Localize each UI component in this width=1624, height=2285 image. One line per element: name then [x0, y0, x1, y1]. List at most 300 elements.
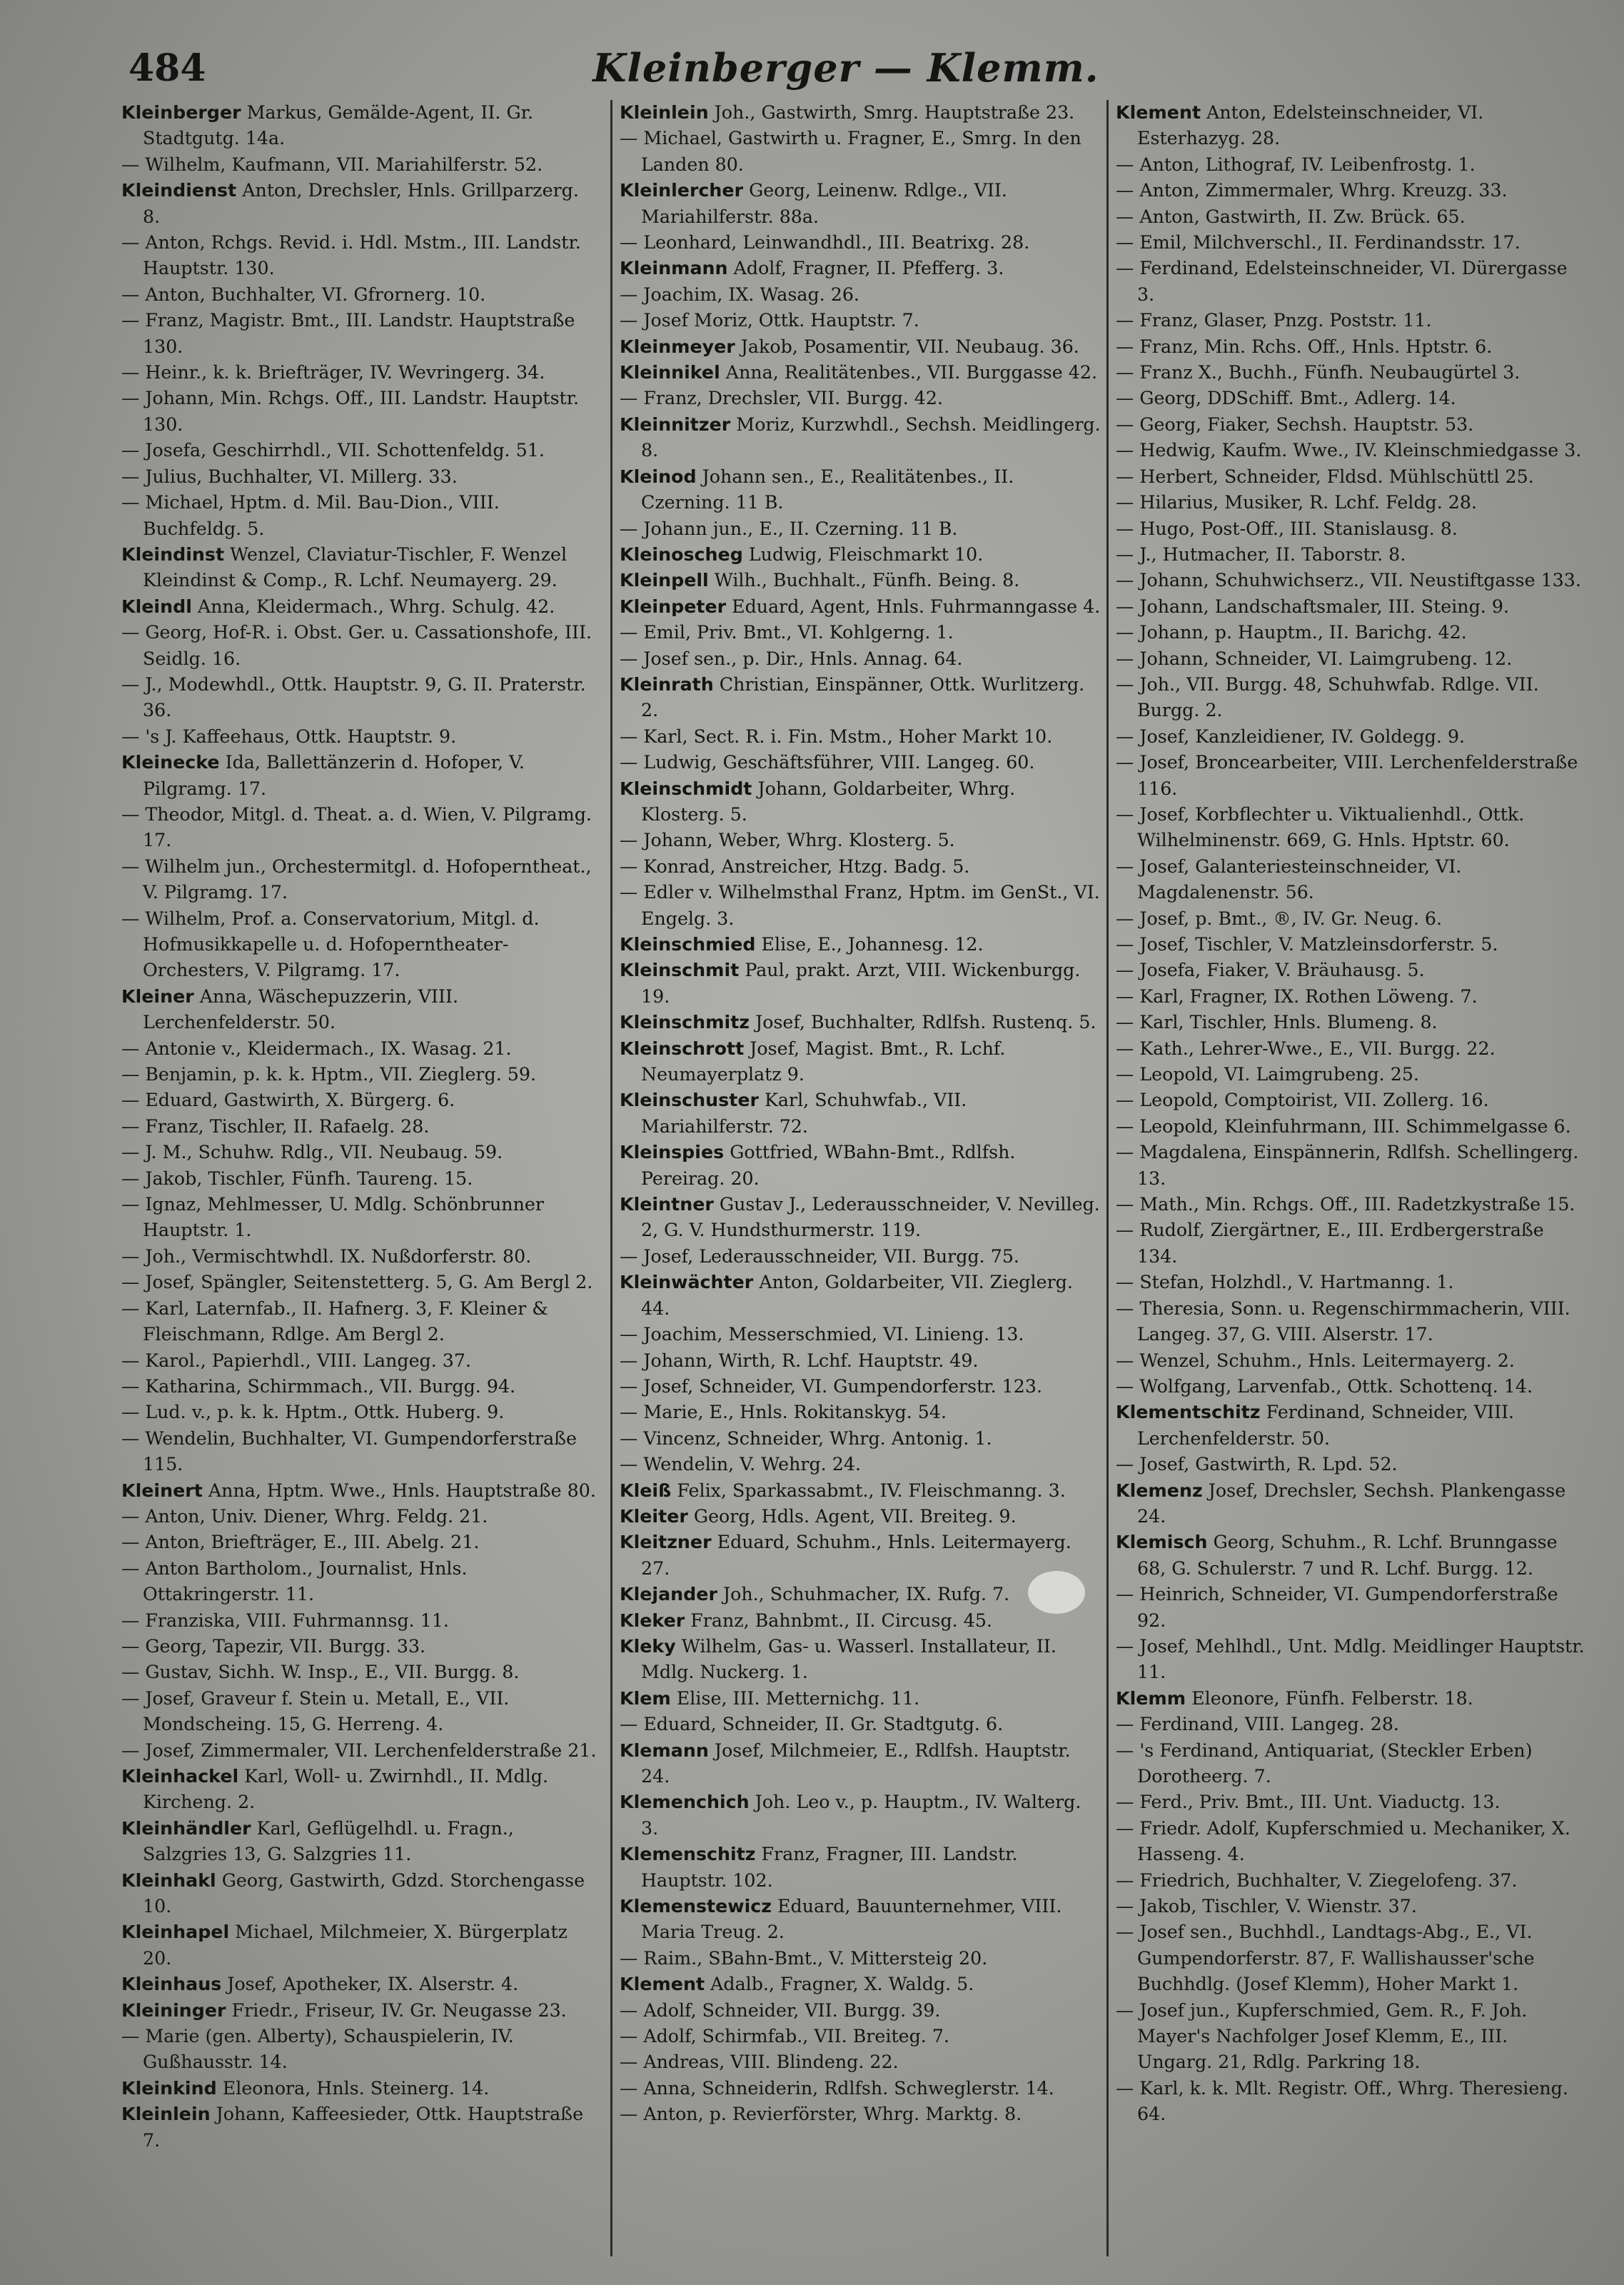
- directory-entry: [620, 2049, 1101, 2075]
- entry-text: — Katharina, Schirmmach., VII. Burgg. 94.: [121, 1375, 516, 1397]
- entry-text: — Andreas, VIII. Blindeng. 22.: [620, 2052, 899, 2073]
- entry-text: — Joh., VII. Burgg. 48, Schuhwfab. Rdlge. VII. Burgg. 2.: [1116, 673, 1539, 721]
- entry-text: — Heinr., k. k. Briefträger, IV. Wevringerg. 34.: [121, 362, 545, 383]
- directory-entry: [1116, 1036, 1587, 1062]
- entry-surname: Klemann: [620, 1739, 709, 1761]
- entry-text: — Johann, Schneider, VI. Laimgrubeng. 12.: [1116, 648, 1513, 669]
- entry-text: Eduard, Bauunternehmer, VIII. Maria Treug. 2.: [641, 1896, 1062, 1943]
- entry-text: — Josef, Korbflechter u. Viktualienhdl., Ottk. Wilhelminenstr. 669, G. Hnls. Hptstr. 60.: [1116, 803, 1525, 851]
- entry-surname: Kleinod: [620, 466, 697, 487]
- entry-text: Josef, Magist. Bmt., R. Lchf. Neumayerplatz 9.: [641, 1038, 1006, 1085]
- directory-entry: [121, 178, 600, 230]
- directory-entry: [121, 1972, 600, 1997]
- entry-text: Moriz, Kurzwhdl., Sechsh. Meidlingerg. 8.: [641, 413, 1101, 461]
- entry-text: Eleonore, Fünfh. Felberstr. 18.: [1186, 1687, 1473, 1709]
- directory-entry: [1116, 1452, 1587, 1477]
- entry-text: — Anton, p. Revierförster, Whrg. Marktg. 8.: [620, 2104, 1022, 2125]
- directory-entry: [1116, 1348, 1587, 1374]
- entry-text: — Josef sen., p. Dir., Hnls. Annag. 64.: [620, 648, 963, 669]
- directory-entry: [1116, 1712, 1587, 1737]
- entry-text: — Franz, Tischler, II. Rafaelg. 28.: [121, 1115, 430, 1137]
- entry-text: — Franz, Min. Rchs. Off., Hnls. Hptstr. 6.: [1116, 336, 1493, 357]
- entry-text: — Karl, Tischler, Hnls. Blumeng. 8.: [1116, 1012, 1438, 1033]
- directory-entry: [620, 1530, 1101, 1582]
- directory-entry: [620, 1088, 1101, 1140]
- directory-entry: [121, 906, 600, 984]
- directory-entry: [620, 516, 1101, 542]
- entry-text: — Ignaz, Mehlmesser, U. Mdlg. Schönbrunner Hauptstr. 1.: [121, 1194, 544, 1241]
- entry-text: — Eduard, Gastwirth, X. Bürgerg. 6.: [121, 1090, 455, 1111]
- entry-text: Friedr., Friseur, IV. Gr. Neugasse 23.: [226, 1999, 567, 2021]
- page-number: 484: [128, 46, 206, 90]
- entry-text: — Josef Moriz, Ottk. Hauptstr. 7.: [620, 310, 919, 331]
- entry-surname: Kleky: [620, 1635, 676, 1657]
- directory-entry: [620, 256, 1101, 281]
- entry-surname: Kleiter: [620, 1505, 688, 1527]
- entry-text: Franz, Fragner, III. Landstr. Hauptstr. 102.: [641, 1844, 1018, 1891]
- entry-text: — Johann, Min. Rchgs. Off., III. Landstr. Hauptstr. 130.: [121, 388, 580, 435]
- entry-surname: Kleinhändler: [121, 1817, 251, 1839]
- directory-entry: [1116, 1217, 1587, 1270]
- directory-entry: [1116, 984, 1587, 1010]
- running-title: Kleinberger — Klemm.: [592, 45, 1099, 91]
- entry-text: — Anna, Schneiderin, Rdlfsh. Schweglerstr. 14.: [620, 2077, 1054, 2099]
- entry-text: — Johann, p. Hauptm., II. Barichg. 42.: [1116, 622, 1467, 643]
- directory-entry: [1116, 802, 1587, 854]
- entry-surname: Kleinschrott: [620, 1038, 745, 1059]
- entry-text: Paul, prakt. Arzt, VIII. Wickenburgg. 19.: [641, 960, 1081, 1007]
- entry-text: Ferdinand, Schneider, VIII. Lerchenfelderstr. 50.: [1137, 1402, 1515, 1449]
- entry-text: — Josef, p. Bmt., ®, IV. Gr. Neug. 6.: [1116, 908, 1443, 929]
- entry-text: Joh., Schuhmacher, IX. Rufg. 7.: [717, 1584, 1010, 1605]
- directory-entry: [1116, 1634, 1587, 1686]
- entry-surname: Kleindl: [121, 596, 192, 617]
- directory-entry: [1116, 308, 1587, 333]
- directory-entry: [1116, 1088, 1587, 1113]
- entry-surname: Kleinspies: [620, 1142, 725, 1163]
- entry-text: Georg, Leinenw. Rdlge., VII. Mariahilferstr. 88a.: [641, 180, 1007, 227]
- entry-text: — Wilhelm, Prof. a. Conservatorium, Mitgl. d. Hofmusikkapelle u. d. Hofoperntheater-Orchesters, V. Pilgramg. 17.: [121, 908, 540, 981]
- directory-entry: [121, 1556, 600, 1608]
- entry-text: — Antonie v., Kleidermach., IX. Wasag. 21.: [121, 1038, 512, 1059]
- directory-entry: [620, 360, 1101, 386]
- directory-entry: [121, 1634, 600, 1659]
- entry-text: — Karol., Papierhdl., VIII. Langeg. 37.: [121, 1350, 472, 1371]
- entry-text: Karl, Schuhwfab., VII. Mariahilferstr. 72.: [641, 1090, 967, 1137]
- entry-text: Gustav J., Lederausschneider, V. Nevilleg. 2, G. V. Hundsthurmerstr. 119.: [641, 1194, 1100, 1241]
- directory-entry: [1116, 464, 1587, 490]
- directory-entry: [121, 386, 600, 438]
- directory-entry: [1116, 178, 1587, 204]
- directory-entry: [121, 100, 600, 152]
- directory-entry: [1116, 1582, 1587, 1634]
- entry-text: — Anton, Gastwirth, II. Zw. Brück. 65.: [1116, 206, 1466, 227]
- entry-text: Karl, Geflügelhdl. u. Fragn., Salzgries 13, G. Salzgries 11.: [143, 1817, 514, 1865]
- entry-text: Joh. Leo v., p. Hauptm., IV. Walterg. 3.: [641, 1792, 1081, 1839]
- entry-text: — Josef, Spängler, Seitenstetterg. 5, G. Am Bergl 2.: [121, 1272, 593, 1293]
- entry-surname: Kleinnitzer: [620, 413, 731, 435]
- entry-text: — Lud. v., p. k. k. Hptm., Ottk. Huberg. 9.: [121, 1402, 505, 1423]
- directory-entry: [620, 282, 1101, 308]
- entry-text: Anna, Wäschepuzzerin, VIII. Lerchenfelderstr. 50.: [143, 985, 459, 1033]
- directory-entry: [620, 412, 1101, 464]
- entry-text: — Marie, E., Hnls. Rokitanskyg. 54.: [620, 1402, 947, 1423]
- directory-entry: [1116, 1894, 1587, 1919]
- entry-surname: Kleker: [620, 1609, 685, 1631]
- directory-entry: [1116, 1868, 1587, 1894]
- directory-entry: [1116, 204, 1587, 230]
- entry-text: — Josef, Schneider, VI. Gumpendorferstr. 123.: [620, 1375, 1043, 1397]
- entry-text: — Benjamin, p. k. k. Hptm., VII. Zieglerg. 59.: [121, 1064, 537, 1085]
- entry-text: — Leonhard, Leinwandhdl., III. Beatrixg. 28.: [620, 232, 1030, 253]
- directory-entry: [1116, 1140, 1587, 1192]
- directory-entry: [1116, 568, 1587, 593]
- directory-entry: [620, 334, 1101, 360]
- directory-entry: [121, 1686, 600, 1738]
- entry-text: — Wendelin, V. Wehrg. 24.: [620, 1454, 861, 1475]
- directory-entry: [121, 2076, 600, 2101]
- entry-text: — Karl, k. k. Mlt. Registr. Off., Whrg. Theresieng. 64.: [1116, 2077, 1568, 2125]
- directory-entry: [620, 776, 1101, 828]
- directory-entry: [1116, 1789, 1587, 1815]
- entry-text: — Josef, Tischler, V. Matzleinsdorferstr. 5.: [1116, 934, 1498, 955]
- entry-text: — Anton, Lithograf, IV. Leibenfrostg. 1.: [1116, 154, 1476, 175]
- entry-text: — Georg, DDSchiff. Bmt., Adlerg. 14.: [1116, 388, 1456, 409]
- directory-entry: [121, 750, 600, 802]
- directory-entry: [1116, 620, 1587, 646]
- directory-entry: [620, 620, 1101, 646]
- directory-entry: [620, 1400, 1101, 1425]
- directory-entry: [620, 1140, 1101, 1192]
- entry-text: — 's Ferdinand, Antiquariat, (Steckler Erben) Dorotheerg. 7.: [1116, 1739, 1533, 1787]
- directory-entry: [1116, 750, 1587, 802]
- entry-text: — Theodor, Mitgl. d. Theat. a. d. Wien, V. Pilgramg. 17.: [121, 803, 592, 851]
- entry-surname: Klemenstewicz: [620, 1896, 772, 1917]
- entry-surname: Kleinhapel: [121, 1922, 230, 1943]
- directory-entry: [1116, 516, 1587, 542]
- directory-entry: [1116, 594, 1587, 620]
- entry-surname: Kleitzner: [620, 1532, 712, 1553]
- entry-text: — Marie (gen. Alberty), Schauspielerin, IV. Gußhausstr. 14.: [121, 2026, 514, 2073]
- entry-text: — J. M., Schuhw. Rdlg., VII. Neubaug. 59.: [121, 1142, 503, 1163]
- entry-text: Anna, Hptm. Wwe., Hnls. Hauptstraße 80.: [202, 1480, 596, 1501]
- entry-text: Elise, E., Johannesg. 12.: [755, 934, 984, 955]
- entry-text: — Karl, Fragner, IX. Rothen Löweng. 7.: [1116, 985, 1478, 1007]
- entry-surname: Kleinnikel: [620, 362, 720, 383]
- entry-surname: Klemenchich: [620, 1792, 750, 1813]
- entry-surname: Kleinkind: [121, 2077, 217, 2099]
- directory-entry: [1116, 854, 1587, 906]
- entry-text: — Josef, Galanteriesteinschneider, VI. Magdalenenstr. 56.: [1116, 855, 1462, 903]
- entry-text: Georg, Gastwirth, Gdzd. Storchengasse 10.: [143, 1869, 585, 1917]
- directory-entry: [620, 1842, 1101, 1894]
- entry-text: — Josef sen., Buchhdl., Landtags-Abg., E., VI. Gumpendorferstr. 87, F. Wallishausser'sche Buchhdlg. (Josef Klemm), Hoher Markt 1.: [1116, 1922, 1535, 1995]
- entry-text: — Anton, Univ. Diener, Whrg. Feldg. 21.: [121, 1505, 488, 1527]
- entry-text: — Friedr. Adolf, Kupferschmied u. Mechaniker, X. Hasseng. 4.: [1116, 1817, 1570, 1865]
- directory-entry: [620, 646, 1101, 672]
- entry-surname: Klemisch: [1116, 1532, 1208, 1553]
- directory-entry: [1116, 1816, 1587, 1868]
- directory-entry: [121, 1426, 600, 1478]
- entry-surname: Klejander: [620, 1584, 717, 1605]
- directory-entry: [620, 542, 1101, 568]
- entry-text: Wilh., Buchhalt., Fünfh. Being. 8.: [708, 570, 1020, 591]
- entry-surname: Klement: [620, 1974, 705, 1995]
- entry-text: Jakob, Posamentir, VII. Neubaug. 36.: [735, 336, 1079, 357]
- entry-text: — Herbert, Schneider, Fldsd. Mühlschüttl 25.: [1116, 466, 1534, 487]
- entry-text: — Joachim, IX. Wasag. 26.: [620, 283, 859, 305]
- directory-entry: [620, 854, 1101, 880]
- entry-surname: Kleinlein: [121, 2104, 211, 2125]
- entry-text: Karl, Woll- u. Zwirnhdl., II. Mdlg. Kircheng. 2.: [143, 1766, 549, 1813]
- entry-text: Felix, Sparkassabmt., IV. Fleischmanng. 3.: [671, 1480, 1066, 1501]
- entry-text: — Leopold, VI. Laimgrubeng. 25.: [1116, 1064, 1419, 1085]
- entry-text: — Georg, Tapezir, VII. Burgg. 33.: [121, 1635, 426, 1657]
- entry-text: Johann sen., E., Realitätenbes., II. Czerning. 11 B.: [641, 466, 1014, 513]
- entry-text: — Karl, Laternfab., II. Hafnerg. 3, F. Kleiner & Fleischmann, Rdlge. Am Bergl 2.: [121, 1297, 548, 1345]
- directory-entry: [620, 230, 1101, 256]
- directory-entry: [620, 1946, 1101, 1972]
- directory-entry: [121, 1192, 600, 1244]
- entry-text: — Michael, Gastwirth u. Fragner, E., Smrg. In den Landen 80.: [620, 128, 1081, 175]
- directory-entry: [1116, 1270, 1587, 1295]
- directory-entry: [1116, 906, 1587, 932]
- entry-surname: Kleinert: [121, 1480, 203, 1501]
- entry-text: Ida, Ballettänzerin d. Hofoper, V. Pilgramg. 17.: [143, 752, 525, 799]
- entry-text: Wenzel, Claviatur-Tischler, F. Wenzel Kleindinst & Comp., R. Lchf. Neumayerg. 29.: [143, 543, 568, 591]
- directory-entry: [121, 1296, 600, 1348]
- directory-entry: [620, 1036, 1101, 1088]
- entry-text: — J., Modewhdl., Ottk. Hauptstr. 9, G. II. Praterstr. 36.: [121, 673, 586, 721]
- entry-text: Adalb., Fragner, X. Waldg. 5.: [705, 1974, 974, 1995]
- directory-entry: [1116, 672, 1587, 724]
- paper-stain: [1028, 1571, 1085, 1614]
- directory-entry: [620, 1789, 1101, 1842]
- directory-entry: [620, 1894, 1101, 1946]
- entry-text: — Joachim, Messerschmied, VI. Linieng. 13.: [620, 1324, 1024, 1345]
- directory-entry: [1116, 412, 1587, 438]
- entry-text: — Heinrich, Schneider, VI. Gumpendorferstraße 92.: [1116, 1584, 1558, 1631]
- entry-text: — J., Hutmacher, II. Taborstr. 8.: [1116, 543, 1406, 565]
- entry-surname: Kleinlercher: [620, 180, 744, 201]
- directory-entry: [1116, 1738, 1587, 1790]
- entry-text: Eduard, Schuhm., Hnls. Leitermayerg. 27.: [641, 1532, 1071, 1579]
- directory-entry: [1116, 646, 1587, 672]
- entry-surname: Kleinberger: [121, 102, 241, 123]
- directory-entry: [1116, 334, 1587, 360]
- directory-entry: [121, 230, 600, 282]
- entry-text: — Josef, Mehlhdl., Unt. Mdlg. Meidlinger Hauptstr. 11.: [1116, 1635, 1585, 1683]
- entry-text: — Johann, Landschaftsmaler, III. Steing. 9.: [1116, 596, 1509, 617]
- entry-surname: Kleinschmidt: [620, 778, 752, 799]
- directory-entry: [121, 152, 600, 178]
- entry-text: — Wilhelm, Kaufmann, VII. Mariahilferstr. 52.: [121, 154, 543, 175]
- entry-text: Josef, Milchmeier, E., Rdlfsh. Hauptstr. 24.: [641, 1739, 1071, 1787]
- directory-entry: [620, 1738, 1101, 1790]
- entry-text: — Leopold, Kleinfuhrmann, III. Schimmelgasse 6.: [1116, 1115, 1571, 1137]
- entry-text: Anna, Kleidermach., Whrg. Schulg. 42.: [191, 596, 555, 617]
- directory-entry: [620, 2101, 1101, 2127]
- entry-text: — Rudolf, Ziergärtner, E., III. Erdbergerstraße 134.: [1116, 1220, 1544, 1267]
- directory-entry: [1116, 2076, 1587, 2128]
- directory-entry: [620, 100, 1101, 126]
- directory-entry: [620, 178, 1101, 230]
- entry-text: Anton, Drechsler, Hnls. Grillparzerg. 8.: [143, 180, 579, 227]
- entry-surname: Kleininger: [121, 1999, 226, 2021]
- entry-text: — Hedwig, Kaufm. Wwe., IV. Kleinschmiedgasse 3.: [1116, 440, 1582, 461]
- directory-entry: [1116, 958, 1587, 983]
- directory-entry: [620, 932, 1101, 958]
- directory-entry: [1116, 1530, 1587, 1582]
- entry-text: — 's J. Kaffeehaus, Ottk. Hauptstr. 9.: [121, 725, 457, 747]
- entry-text: — Emil, Milchverschl., II. Ferdinandsstr. 17.: [1116, 232, 1520, 253]
- directory-entry: [121, 490, 600, 542]
- entry-text: — Adolf, Schirmfab., VII. Breiteg. 7.: [620, 2026, 950, 2047]
- entry-text: Josef, Drechsler, Sechsh. Plankengasse 24.: [1137, 1480, 1566, 1527]
- directory-columns: [121, 100, 1585, 2256]
- entry-surname: Kleintner: [620, 1194, 714, 1215]
- directory-entry: [121, 1114, 600, 1140]
- directory-entry: [121, 1504, 600, 1530]
- directory-entry: [1116, 386, 1587, 411]
- entry-text: — Adolf, Schneider, VII. Burgg. 39.: [620, 1999, 941, 2021]
- entry-surname: Kleinlein: [620, 102, 709, 123]
- column-2: [610, 100, 1101, 2256]
- directory-entry: [121, 594, 600, 620]
- directory-entry: [121, 2101, 600, 2154]
- directory-entry: [620, 1322, 1101, 1347]
- directory-entry: [620, 568, 1101, 593]
- directory-entry: [620, 1192, 1101, 1244]
- entry-surname: Klemenschitz: [620, 1844, 756, 1865]
- directory-entry: [620, 386, 1101, 411]
- directory-entry: [121, 854, 600, 906]
- directory-entry: [121, 1478, 600, 1504]
- directory-entry: [121, 1036, 600, 1062]
- entry-text: — Anton, Briefträger, E., III. Abelg. 21.: [121, 1532, 480, 1553]
- entry-surname: Kleinhakl: [121, 1869, 216, 1891]
- directory-entry: [121, 308, 600, 360]
- directory-entry: [1116, 542, 1587, 568]
- entry-text: — Franz, Drechsler, VII. Burgg. 42.: [620, 388, 944, 409]
- entry-text: Ludwig, Fleischmarkt 10.: [742, 543, 984, 565]
- directory-entry: [121, 1270, 600, 1295]
- directory-entry: [620, 1998, 1101, 2024]
- entry-surname: Klemenz: [1116, 1480, 1203, 1501]
- directory-entry: [121, 1400, 600, 1425]
- directory-entry: [121, 1244, 600, 1270]
- entry-text: — Georg, Fiaker, Sechsh. Hauptstr. 53.: [1116, 413, 1474, 435]
- directory-entry: [1116, 1686, 1587, 1712]
- entry-surname: Kleindinst: [121, 543, 225, 565]
- entry-text: — Math., Min. Rchgs. Off., III. Radetzkystraße 15.: [1116, 1194, 1575, 1215]
- entry-text: Josef, Buchhalter, Rdlfsh. Rustenq. 5.: [750, 1012, 1096, 1033]
- entry-text: — Anton, Buchhalter, VI. Gfrornerg. 10.: [121, 283, 486, 305]
- entry-text: Georg, Hdls. Agent, VII. Breiteg. 9.: [687, 1505, 1017, 1527]
- entry-text: — Ferd., Priv. Bmt., III. Unt. Viaductg. 13.: [1116, 1792, 1501, 1813]
- directory-entry: [1116, 100, 1587, 152]
- directory-entry: [121, 1374, 600, 1400]
- entry-text: — Anton Bartholom., Journalist, Hnls. Ottakringerstr. 11.: [121, 1557, 468, 1605]
- entry-surname: Kleinmeyer: [620, 336, 735, 357]
- entry-text: Joh., Gastwirth, Smrg. Hauptstraße 23.: [708, 102, 1075, 123]
- directory-entry: [620, 1478, 1101, 1504]
- entry-surname: Klementschitz: [1116, 1402, 1261, 1423]
- entry-text: — Wendelin, Buchhalter, VI. Gumpendorferstraße 115.: [121, 1427, 578, 1475]
- directory-entry: [1116, 230, 1587, 256]
- column-1: [121, 100, 600, 2256]
- entry-text: — Emil, Priv. Bmt., VI. Kohlgerng. 1.: [620, 622, 954, 643]
- directory-entry: [620, 1634, 1101, 1686]
- directory-entry: [1116, 490, 1587, 516]
- entry-text: — Josefa, Fiaker, V. Bräuhausg. 5.: [1116, 960, 1425, 981]
- entry-text: — Georg, Hof-R. i. Obst. Ger. u. Cassationshofe, III. Seidlg. 16.: [121, 622, 592, 669]
- entry-surname: Kleinrath: [620, 673, 714, 695]
- directory-entry: [1116, 1998, 1587, 2076]
- entry-text: Eleonora, Hnls. Steinerg. 14.: [216, 2077, 490, 2099]
- entry-text: — Josef jun., Kupferschmied, Gem. R., F. Joh. Mayer's Nachfolger Josef Klemm, E., III. Ungarg. 21, Rdlg. Parkring 18.: [1116, 1999, 1528, 2073]
- entry-text: Wilhelm, Gas- u. Wasserl. Installateur, II. Mdlg. Nuckerg. 1.: [641, 1635, 1056, 1683]
- entry-surname: Kleiner: [121, 985, 194, 1007]
- entry-text: — Wenzel, Schuhm., Hnls. Leitermayerg. 2.: [1116, 1350, 1515, 1371]
- directory-entry: [1116, 256, 1587, 308]
- directory-entry: [620, 2076, 1101, 2101]
- directory-entry: [121, 724, 600, 750]
- entry-text: Johann, Goldarbeiter, Whrg. Klosterg. 5.: [641, 778, 1016, 825]
- entry-text: — Hugo, Post-Off., III. Stanislausg. 8.: [1116, 518, 1458, 539]
- directory-entry: [620, 1270, 1101, 1322]
- entry-text: — Eduard, Schneider, II. Gr. Stadtgutg. 6.: [620, 1714, 1004, 1735]
- entry-text: Josef, Apotheker, IX. Alserstr. 4.: [221, 1974, 519, 1995]
- directory-entry: [121, 438, 600, 463]
- entry-text: — Franz X., Buchh., Fünfh. Neubaugürtel 3.: [1116, 362, 1520, 383]
- directory-entry: [121, 672, 600, 724]
- entry-text: Markus, Gemälde-Agent, II. Gr. Stadtgutg. 14a.: [143, 102, 534, 149]
- directory-entry: [620, 880, 1101, 932]
- entry-text: — Magdalena, Einspännerin, Rdlfsh. Schellingerg. 13.: [1116, 1142, 1579, 1189]
- directory-entry: [121, 1998, 600, 2024]
- entry-text: Anton, Goldarbeiter, VII. Zieglerg. 44.: [641, 1272, 1073, 1319]
- directory-entry: [1116, 1192, 1587, 1217]
- entry-text: — Jakob, Tischler, Fünfh. Taureng. 15.: [121, 1167, 473, 1189]
- entry-text: Anna, Realitätenbes., VII. Burggasse 42.: [720, 362, 1098, 383]
- entry-text: — Karl, Sect. R. i. Fin. Mstm., Hoher Markt 10.: [620, 725, 1053, 747]
- entry-text: — Joh., Vermischtwhdl. IX. Nußdorferstr. 80.: [121, 1245, 532, 1267]
- directory-entry: [620, 1374, 1101, 1400]
- entry-text: — Franz, Glaser, Pnzg. Poststr. 11.: [1116, 310, 1432, 331]
- entry-text: — Johann jun., E., II. Czerning. 11 B.: [620, 518, 958, 539]
- directory-entry: [620, 1452, 1101, 1477]
- entry-text: Georg, Schuhm., R. Lchf. Brunngasse 68, G. Schulerstr. 7 und R. Lchf. Burgg. 12.: [1137, 1532, 1558, 1579]
- entry-text: Eduard, Agent, Hnls. Fuhrmanngasse 4.: [726, 596, 1101, 617]
- entry-text: Elise, III. Metternichg. 11.: [670, 1687, 920, 1709]
- directory-entry: [121, 2024, 600, 2076]
- entry-text: — Ferdinand, VIII. Langeg. 28.: [1116, 1714, 1399, 1735]
- directory-entry: [121, 1140, 600, 1165]
- entry-surname: Kleinmann: [620, 258, 728, 279]
- entry-text: — Edler v. Wilhelmsthal Franz, Hptm. im GenSt., VI. Engelg. 3.: [620, 882, 1100, 929]
- entry-text: — Gustav, Sichh. W. Insp., E., VII. Burgg. 8.: [121, 1662, 520, 1683]
- entry-text: — Johann, Wirth, R. Lchf. Hauptstr. 49.: [620, 1350, 979, 1371]
- entry-surname: Kleinpell: [620, 570, 709, 591]
- directory-entry: [121, 1062, 600, 1088]
- entry-text: — Kath., Lehrer-Wwe., E., VII. Burgg. 22.: [1116, 1038, 1496, 1059]
- directory-entry: [1116, 438, 1587, 463]
- directory-entry: [620, 1010, 1101, 1035]
- entry-surname: Klement: [1116, 102, 1201, 123]
- directory-entry: [121, 1816, 600, 1868]
- entry-text: — Wolfgang, Larvenfab., Ottk. Schottenq. 14.: [1116, 1375, 1533, 1397]
